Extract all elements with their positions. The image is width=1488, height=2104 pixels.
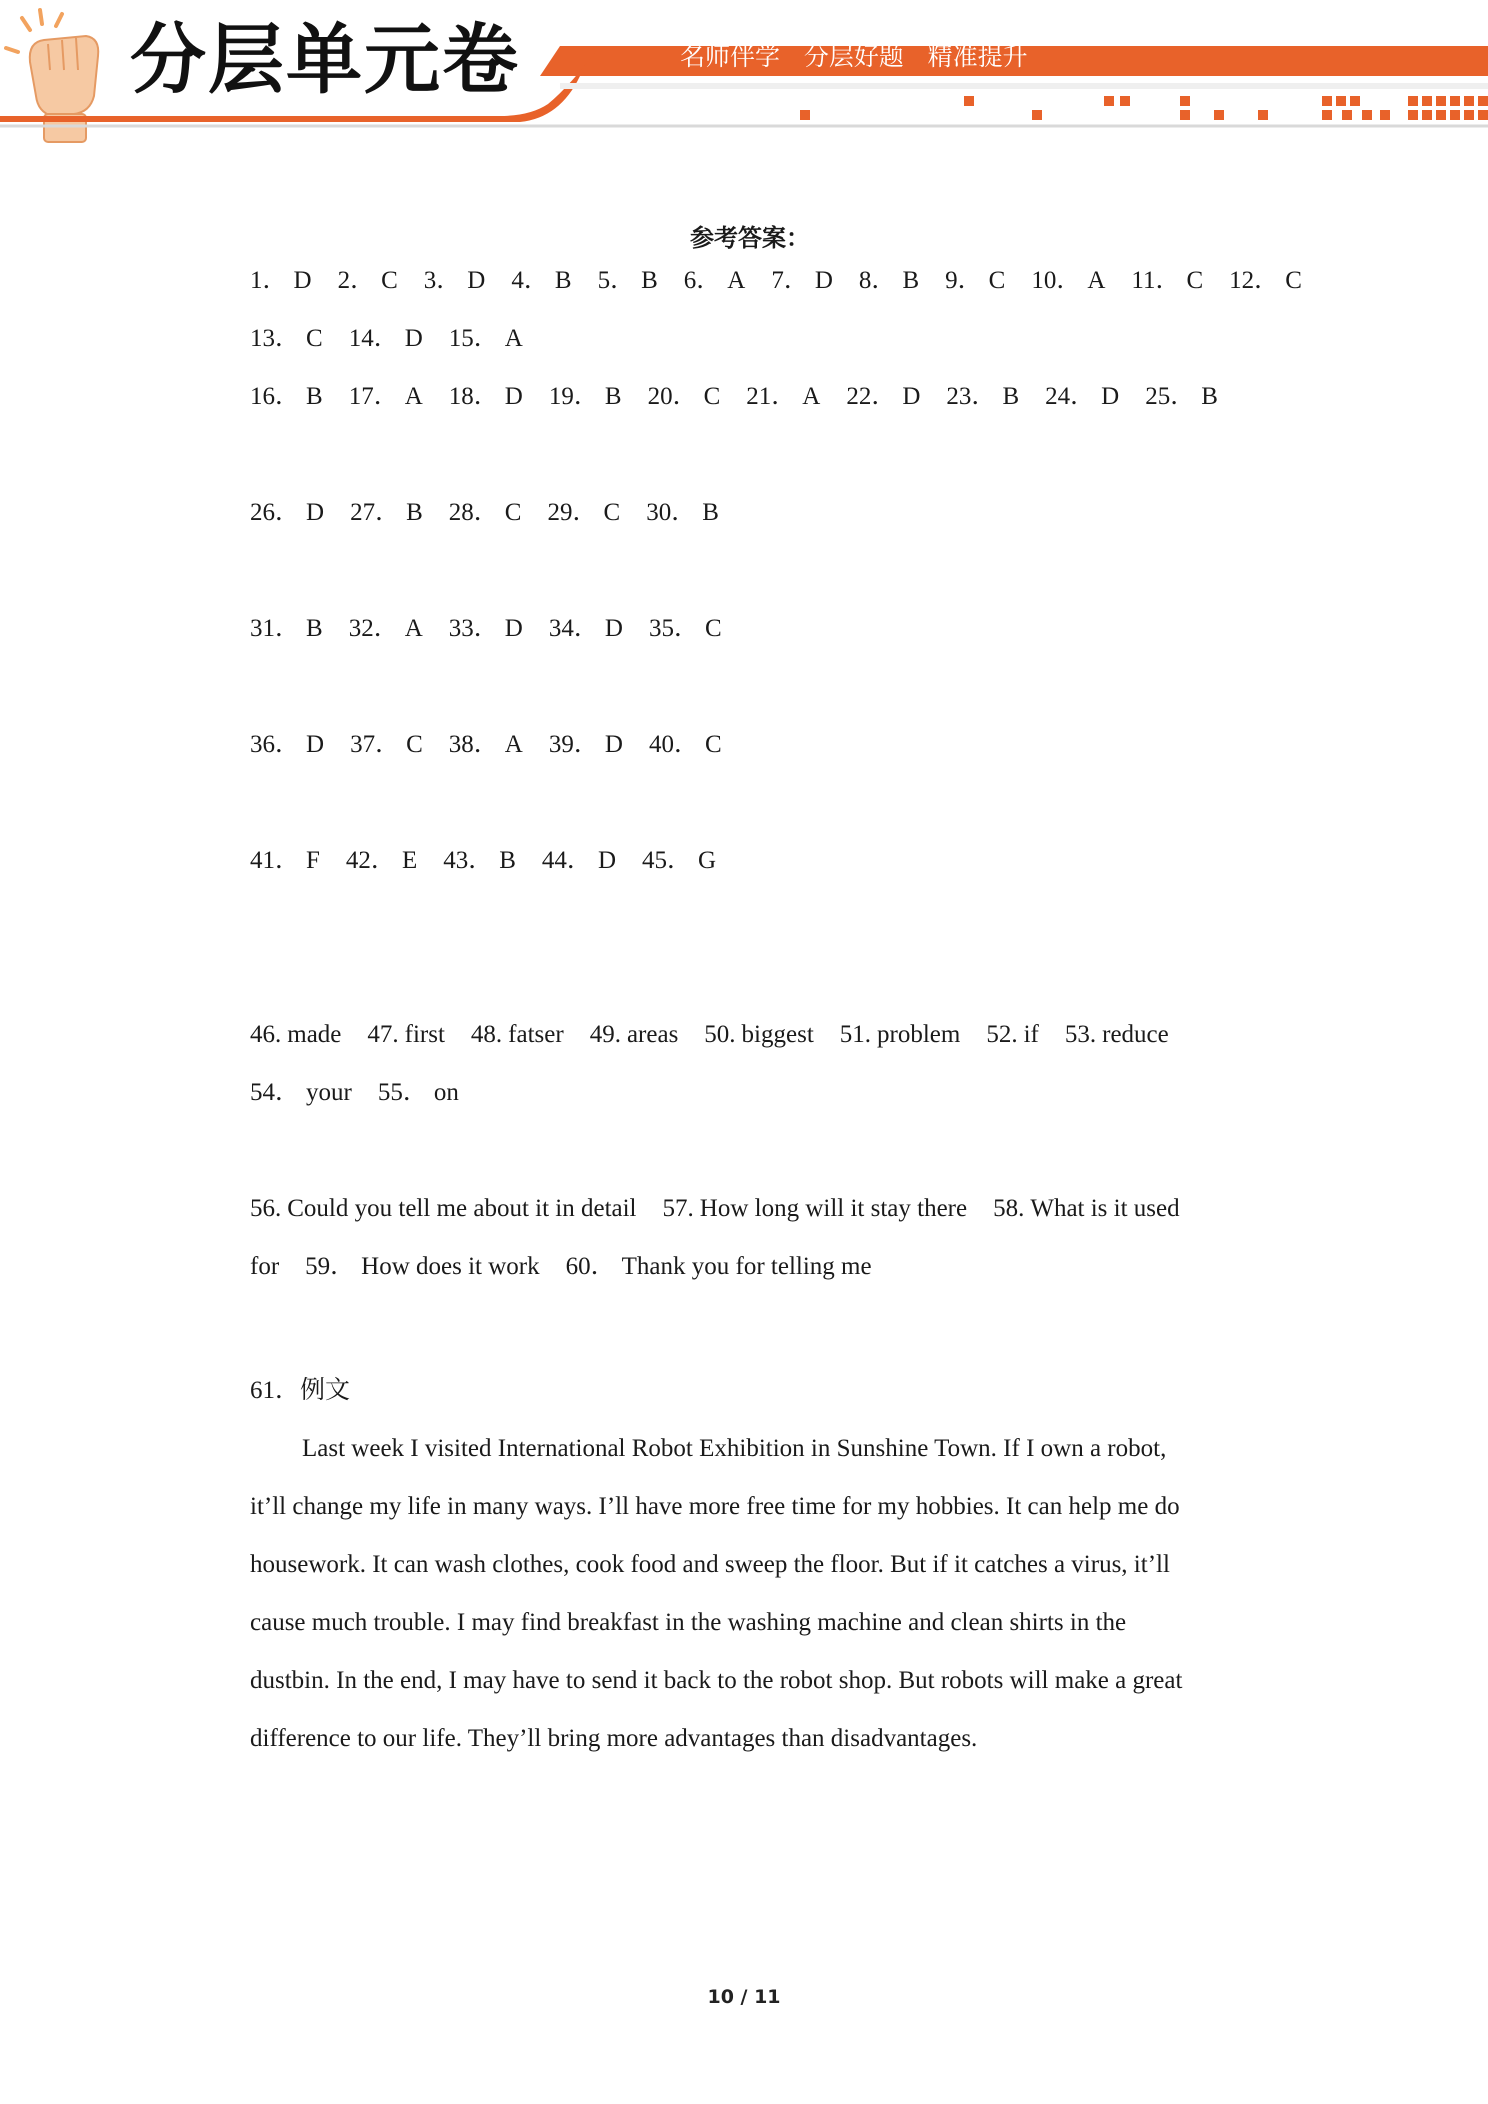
answer-value: problem — [877, 1021, 961, 1048]
decorative-squares — [800, 96, 1488, 120]
question-number: 23． — [946, 383, 997, 410]
question-number: 33． — [448, 615, 499, 642]
answer-item — [367, 1022, 445, 1047]
answer-value: B — [406, 499, 423, 526]
question-number: 45． — [642, 847, 693, 874]
question-number: 29． — [547, 499, 598, 526]
question-number: 60． — [565, 1253, 616, 1280]
question-number: 20． — [647, 383, 698, 410]
answer-value: fatser — [508, 1021, 564, 1048]
question-number: 13． — [250, 325, 301, 352]
answer-value: E — [401, 847, 418, 874]
essay-line: housework. It can wash clothes, cook food and sweep the floor. But if it catches a virus, it’ll — [250, 1551, 1170, 1578]
question-number: 36． — [250, 731, 301, 758]
question-number: 51. — [839, 1021, 872, 1048]
answer-row — [250, 1254, 898, 1279]
answer-value: C — [703, 383, 721, 410]
answer-value: B — [1002, 383, 1020, 410]
answer-item — [471, 1022, 564, 1047]
answer-value: made — [287, 1021, 342, 1048]
answer-item — [250, 1080, 352, 1105]
answer-row — [250, 1080, 485, 1105]
answer-value: D — [504, 615, 523, 642]
essay-line: Last week I visited International Robot Exhibition in Sunshine Town. If I own a robot, — [302, 1435, 1167, 1462]
answer-item — [250, 1254, 279, 1279]
answer-value: D — [404, 325, 423, 352]
essay-line: it’ll change my life in many ways. I’ll have more free time for my hobbies. It can help me do — [250, 1493, 1180, 1520]
question-number: 55． — [377, 1079, 428, 1106]
answer-value: A — [404, 615, 423, 642]
answer-value: How long will it stay there — [699, 1195, 968, 1222]
answer-item — [648, 384, 721, 409]
brand-slogan: 名师伴学 分层好题 精准提升 — [680, 42, 1028, 71]
answer-item — [350, 732, 423, 757]
raised-fist-icon — [6, 10, 98, 142]
answer-item — [250, 1196, 637, 1221]
brand-title: 分层单元卷 — [130, 15, 520, 104]
question-number: 12． — [1229, 267, 1280, 294]
answer-value: B — [554, 267, 572, 294]
answer-value: C — [504, 499, 522, 526]
answer-value: C — [1285, 267, 1302, 294]
answer-value: How does it work — [361, 1253, 540, 1280]
question-number: 54． — [250, 1079, 301, 1106]
answer-value: your — [306, 1079, 352, 1106]
question-number: 8． — [858, 267, 897, 294]
answer-item — [649, 732, 722, 757]
answer-value: first — [404, 1021, 445, 1048]
answer-item — [1045, 384, 1119, 409]
answer-item — [449, 326, 523, 351]
answer-item — [250, 500, 324, 525]
answer-value: B — [499, 847, 516, 874]
answer-item — [663, 1196, 968, 1221]
answer-item — [566, 1254, 872, 1279]
answer-item — [549, 732, 623, 757]
question-number: 10． — [1031, 267, 1082, 294]
question-number: 2． — [337, 267, 376, 294]
answer-value: D — [814, 267, 833, 294]
answer-item — [349, 616, 423, 641]
answer-value: B — [902, 267, 920, 294]
answer-item — [1145, 384, 1218, 409]
question-number: 3． — [423, 267, 462, 294]
answer-item — [250, 1022, 341, 1047]
answer-row — [250, 326, 549, 351]
answer-item — [346, 848, 417, 873]
answer-item — [250, 732, 324, 757]
answer-item — [840, 1022, 961, 1047]
answer-value: D — [604, 615, 623, 642]
answer-item — [449, 500, 522, 525]
question-number: 9． — [945, 267, 983, 294]
answer-row — [250, 268, 1328, 293]
answer-row — [250, 384, 1244, 409]
question-number: 41． — [250, 847, 301, 874]
question-number: 50. — [704, 1021, 736, 1048]
answer-item — [305, 1254, 539, 1279]
question-number: 19． — [548, 383, 599, 410]
question-number: 47. — [367, 1021, 399, 1048]
answer-item — [993, 1196, 1180, 1221]
answer-value: D — [306, 499, 325, 526]
answer-item — [1031, 268, 1105, 293]
question-number: 46. — [250, 1021, 282, 1048]
answer-value: B — [702, 499, 719, 526]
answer-item — [349, 384, 423, 409]
answer-item — [250, 384, 323, 409]
question-number: 17． — [348, 383, 399, 410]
answer-item — [549, 616, 623, 641]
question-number: 7． — [771, 267, 809, 294]
answer-value: B — [641, 267, 658, 294]
answer-value: C — [603, 499, 621, 526]
answer-value: D — [306, 731, 325, 758]
answer-item — [859, 268, 919, 293]
answer-value: B — [604, 383, 622, 410]
answer-value: reduce — [1102, 1021, 1169, 1048]
answer-row — [250, 1022, 1195, 1047]
answer-value: B — [306, 615, 323, 642]
answer-value: D — [504, 383, 523, 410]
question-number: 24． — [1045, 383, 1096, 410]
answer-item — [846, 384, 920, 409]
answer-value: A — [504, 325, 523, 352]
question-number: 16． — [250, 383, 301, 410]
answer-value: if — [1023, 1021, 1039, 1048]
answer-value: C — [704, 615, 722, 642]
question-number: 38． — [448, 731, 499, 758]
answer-value: C — [381, 267, 398, 294]
answer-value: C — [704, 731, 722, 758]
answer-value: D — [597, 847, 616, 874]
answer-item — [598, 268, 658, 293]
answer-value: D — [467, 267, 486, 294]
answer-item — [1131, 268, 1203, 293]
answer-item — [542, 848, 616, 873]
answer-item — [1229, 268, 1302, 293]
question-number: 25． — [1145, 383, 1196, 410]
essay-line: difference to our life. They’ll bring more advantages than disadvantages. — [250, 1725, 978, 1752]
header-banner — [0, 0, 1488, 150]
question-number: 18． — [448, 383, 499, 410]
answer-value: C — [1186, 267, 1204, 294]
essay-line: cause much trouble. I may find breakfast in the washing machine and clean shirts in the — [250, 1609, 1127, 1636]
question-number: 26． — [250, 499, 301, 526]
answer-value: G — [698, 847, 717, 874]
answer-value: A — [404, 383, 423, 410]
answer-value: D — [902, 383, 921, 410]
question-number: 42． — [345, 847, 396, 874]
answer-value: C — [406, 731, 423, 758]
answer-value: C — [306, 325, 323, 352]
answer-value: What is it used — [1030, 1195, 1180, 1222]
answer-value: A — [1087, 267, 1106, 294]
answer-item — [350, 500, 423, 525]
answer-value: on — [433, 1079, 459, 1106]
answer-item — [250, 848, 320, 873]
answer-item — [250, 268, 312, 293]
answer-value: D — [1101, 383, 1120, 410]
answer-value: A — [802, 383, 821, 410]
question-number: 1． — [250, 267, 288, 294]
question-number: 31． — [250, 615, 301, 642]
question-number: 39． — [548, 731, 599, 758]
question-number: 44． — [541, 847, 592, 874]
essay-label: 61．例文 — [250, 1377, 351, 1404]
question-number: 56. — [250, 1195, 282, 1222]
question-number: 40． — [648, 731, 699, 758]
question-number: 11． — [1131, 267, 1181, 294]
question-number: 27． — [350, 499, 401, 526]
answer-item — [378, 1080, 459, 1105]
answer-item — [986, 1022, 1039, 1047]
question-number: 48. — [470, 1021, 503, 1048]
question-number: 21． — [746, 383, 797, 410]
answer-item — [704, 1022, 813, 1047]
answer-item — [449, 384, 523, 409]
answers-heading: 参考答案： — [690, 224, 810, 252]
answer-item — [642, 848, 716, 873]
answer-item — [449, 732, 523, 757]
answer-item — [746, 384, 820, 409]
question-number: 34． — [548, 615, 599, 642]
question-number: 14． — [348, 325, 399, 352]
answer-value: areas — [626, 1021, 679, 1048]
answer-item — [338, 268, 398, 293]
answer-value: biggest — [741, 1021, 814, 1048]
question-number: 28． — [448, 499, 499, 526]
essay-line: dustbin. In the end, I may have to send it back to the robot shop. But robots will make a great — [250, 1667, 1183, 1694]
answer-item — [449, 616, 523, 641]
answer-item — [946, 384, 1019, 409]
answer-item — [1065, 1022, 1169, 1047]
answer-value: F — [306, 847, 320, 874]
question-number: 5． — [597, 267, 636, 294]
answer-item — [590, 1022, 679, 1047]
answer-item — [511, 268, 571, 293]
answer-item — [945, 268, 1005, 293]
question-number: 37． — [350, 731, 401, 758]
answer-row — [250, 1196, 1206, 1221]
answer-item — [547, 500, 620, 525]
question-number: 49. — [589, 1021, 621, 1048]
answer-value: D — [604, 731, 623, 758]
answer-value: for — [250, 1253, 280, 1280]
question-number: 15． — [448, 325, 499, 352]
answer-item — [771, 268, 833, 293]
answer-value: Thank you for telling me — [621, 1253, 872, 1280]
answer-value: C — [988, 267, 1006, 294]
question-number: 59． — [305, 1253, 356, 1280]
answer-item — [684, 268, 746, 293]
answer-item — [646, 500, 719, 525]
answer-value: B — [1201, 383, 1218, 410]
question-number: 22． — [846, 383, 897, 410]
answer-item — [424, 268, 486, 293]
question-number: 52. — [986, 1021, 1018, 1048]
answer-item — [250, 326, 323, 351]
question-number: 32． — [348, 615, 399, 642]
answer-value: D — [293, 267, 312, 294]
answer-row — [250, 848, 742, 873]
question-number: 58. — [993, 1195, 1025, 1222]
answer-row — [250, 732, 748, 757]
answer-row — [250, 616, 748, 641]
answer-value: Could you tell me about it in detail — [287, 1195, 637, 1222]
answer-value: B — [306, 383, 323, 410]
answer-item — [443, 848, 516, 873]
question-number: 57. — [662, 1195, 694, 1222]
answer-item — [250, 616, 323, 641]
question-number: 6． — [683, 267, 722, 294]
question-number: 30． — [646, 499, 697, 526]
page-number: 10 / 11 — [707, 1986, 781, 2008]
question-number: 4． — [511, 267, 549, 294]
question-number: 53. — [1064, 1021, 1097, 1048]
answer-item — [549, 384, 622, 409]
answer-item — [649, 616, 722, 641]
answer-value: A — [727, 267, 746, 294]
answer-row — [250, 500, 745, 525]
answer-value: A — [504, 731, 523, 758]
question-number: 35． — [648, 615, 699, 642]
answer-item — [349, 326, 423, 351]
question-number: 43． — [443, 847, 494, 874]
